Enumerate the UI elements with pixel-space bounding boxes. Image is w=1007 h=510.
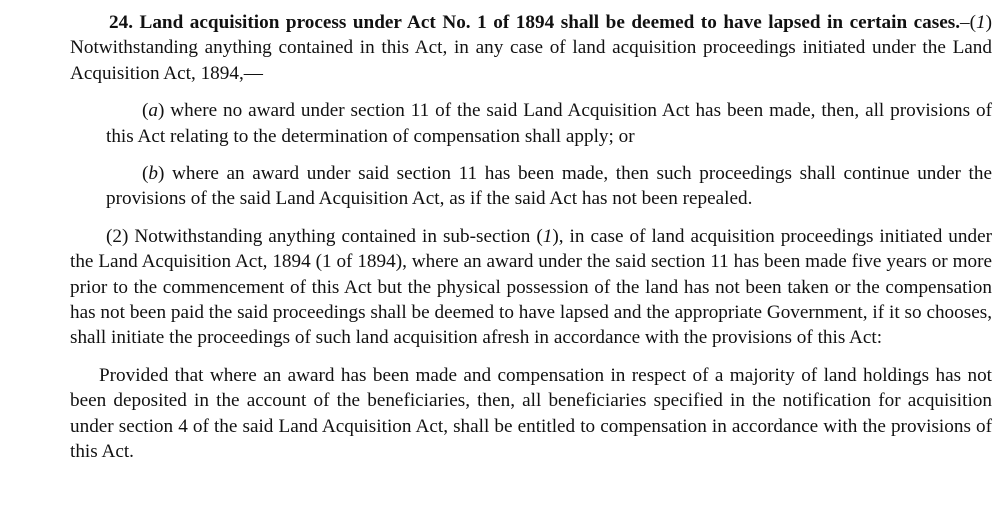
section-dash: –( xyxy=(960,12,977,33)
clause-a xyxy=(106,98,992,149)
document-page xyxy=(70,10,992,465)
subsection-2-lead: (2) Notwithstanding anything contained in sub-section ( xyxy=(106,225,543,247)
clause-a-letter: a xyxy=(148,100,158,122)
clause-b-text: ) where an award under said section 11 has been made, then such proceedings shall continue under the provisions of the said Land Acquisition Act, as if the said Act has not been repealed. xyxy=(106,163,992,210)
subsection-2 xyxy=(70,224,992,351)
section-heading: 24. Land acquisition process under Act No. 1 of 1894 shall be deemed to have lapsed in certain cases. xyxy=(109,12,961,33)
clause-b xyxy=(106,161,992,212)
proviso-paragraph xyxy=(70,363,992,465)
section-24-paragraph xyxy=(70,10,992,86)
subsection-2-text: ), in case of land acquisition proceedings initiated under the Land Acquisition Act, 1894 (1 of 1894), where an award under the said section 11 has been made five years or more prior to the commencement of this Act but the physical possession of the land has not been taken or the compensation has not been paid the said proceedings shall be deemed to have lapsed and the appropriate Government, if it so chooses, shall initiate the proceedings of such land acquisition afresh in accordance with the provisions of this Act: xyxy=(70,225,992,349)
proviso-text: Provided that where an award has been made and compensation in respect of a majority of land holdings has not been deposited in the account of the beneficiaries, then, all beneficiaries specified in the notification for acquisition under section 4 of the said Land Acquisition Act, shall be entitled to compensation in accordance with the provisions of this Act. xyxy=(70,364,992,463)
clause-b-open: ( xyxy=(142,163,149,185)
subsection-1-text: ) Notwithstanding anything contained in this Act, in any case of land acquisition proceedings initiated under the Land Acquisition Act, 1894,— xyxy=(70,12,992,84)
clause-b-letter: b xyxy=(148,163,158,185)
subsection-2-ref: 1 xyxy=(542,225,553,247)
subsection-1-number: 1 xyxy=(976,12,986,33)
clause-a-open: ( xyxy=(142,100,149,122)
clause-a-text: ) where no award under section 11 of the said Land Acquisition Act has been made, then, all provisions of this Act relating to the determination of compensation shall apply; or xyxy=(106,100,992,147)
